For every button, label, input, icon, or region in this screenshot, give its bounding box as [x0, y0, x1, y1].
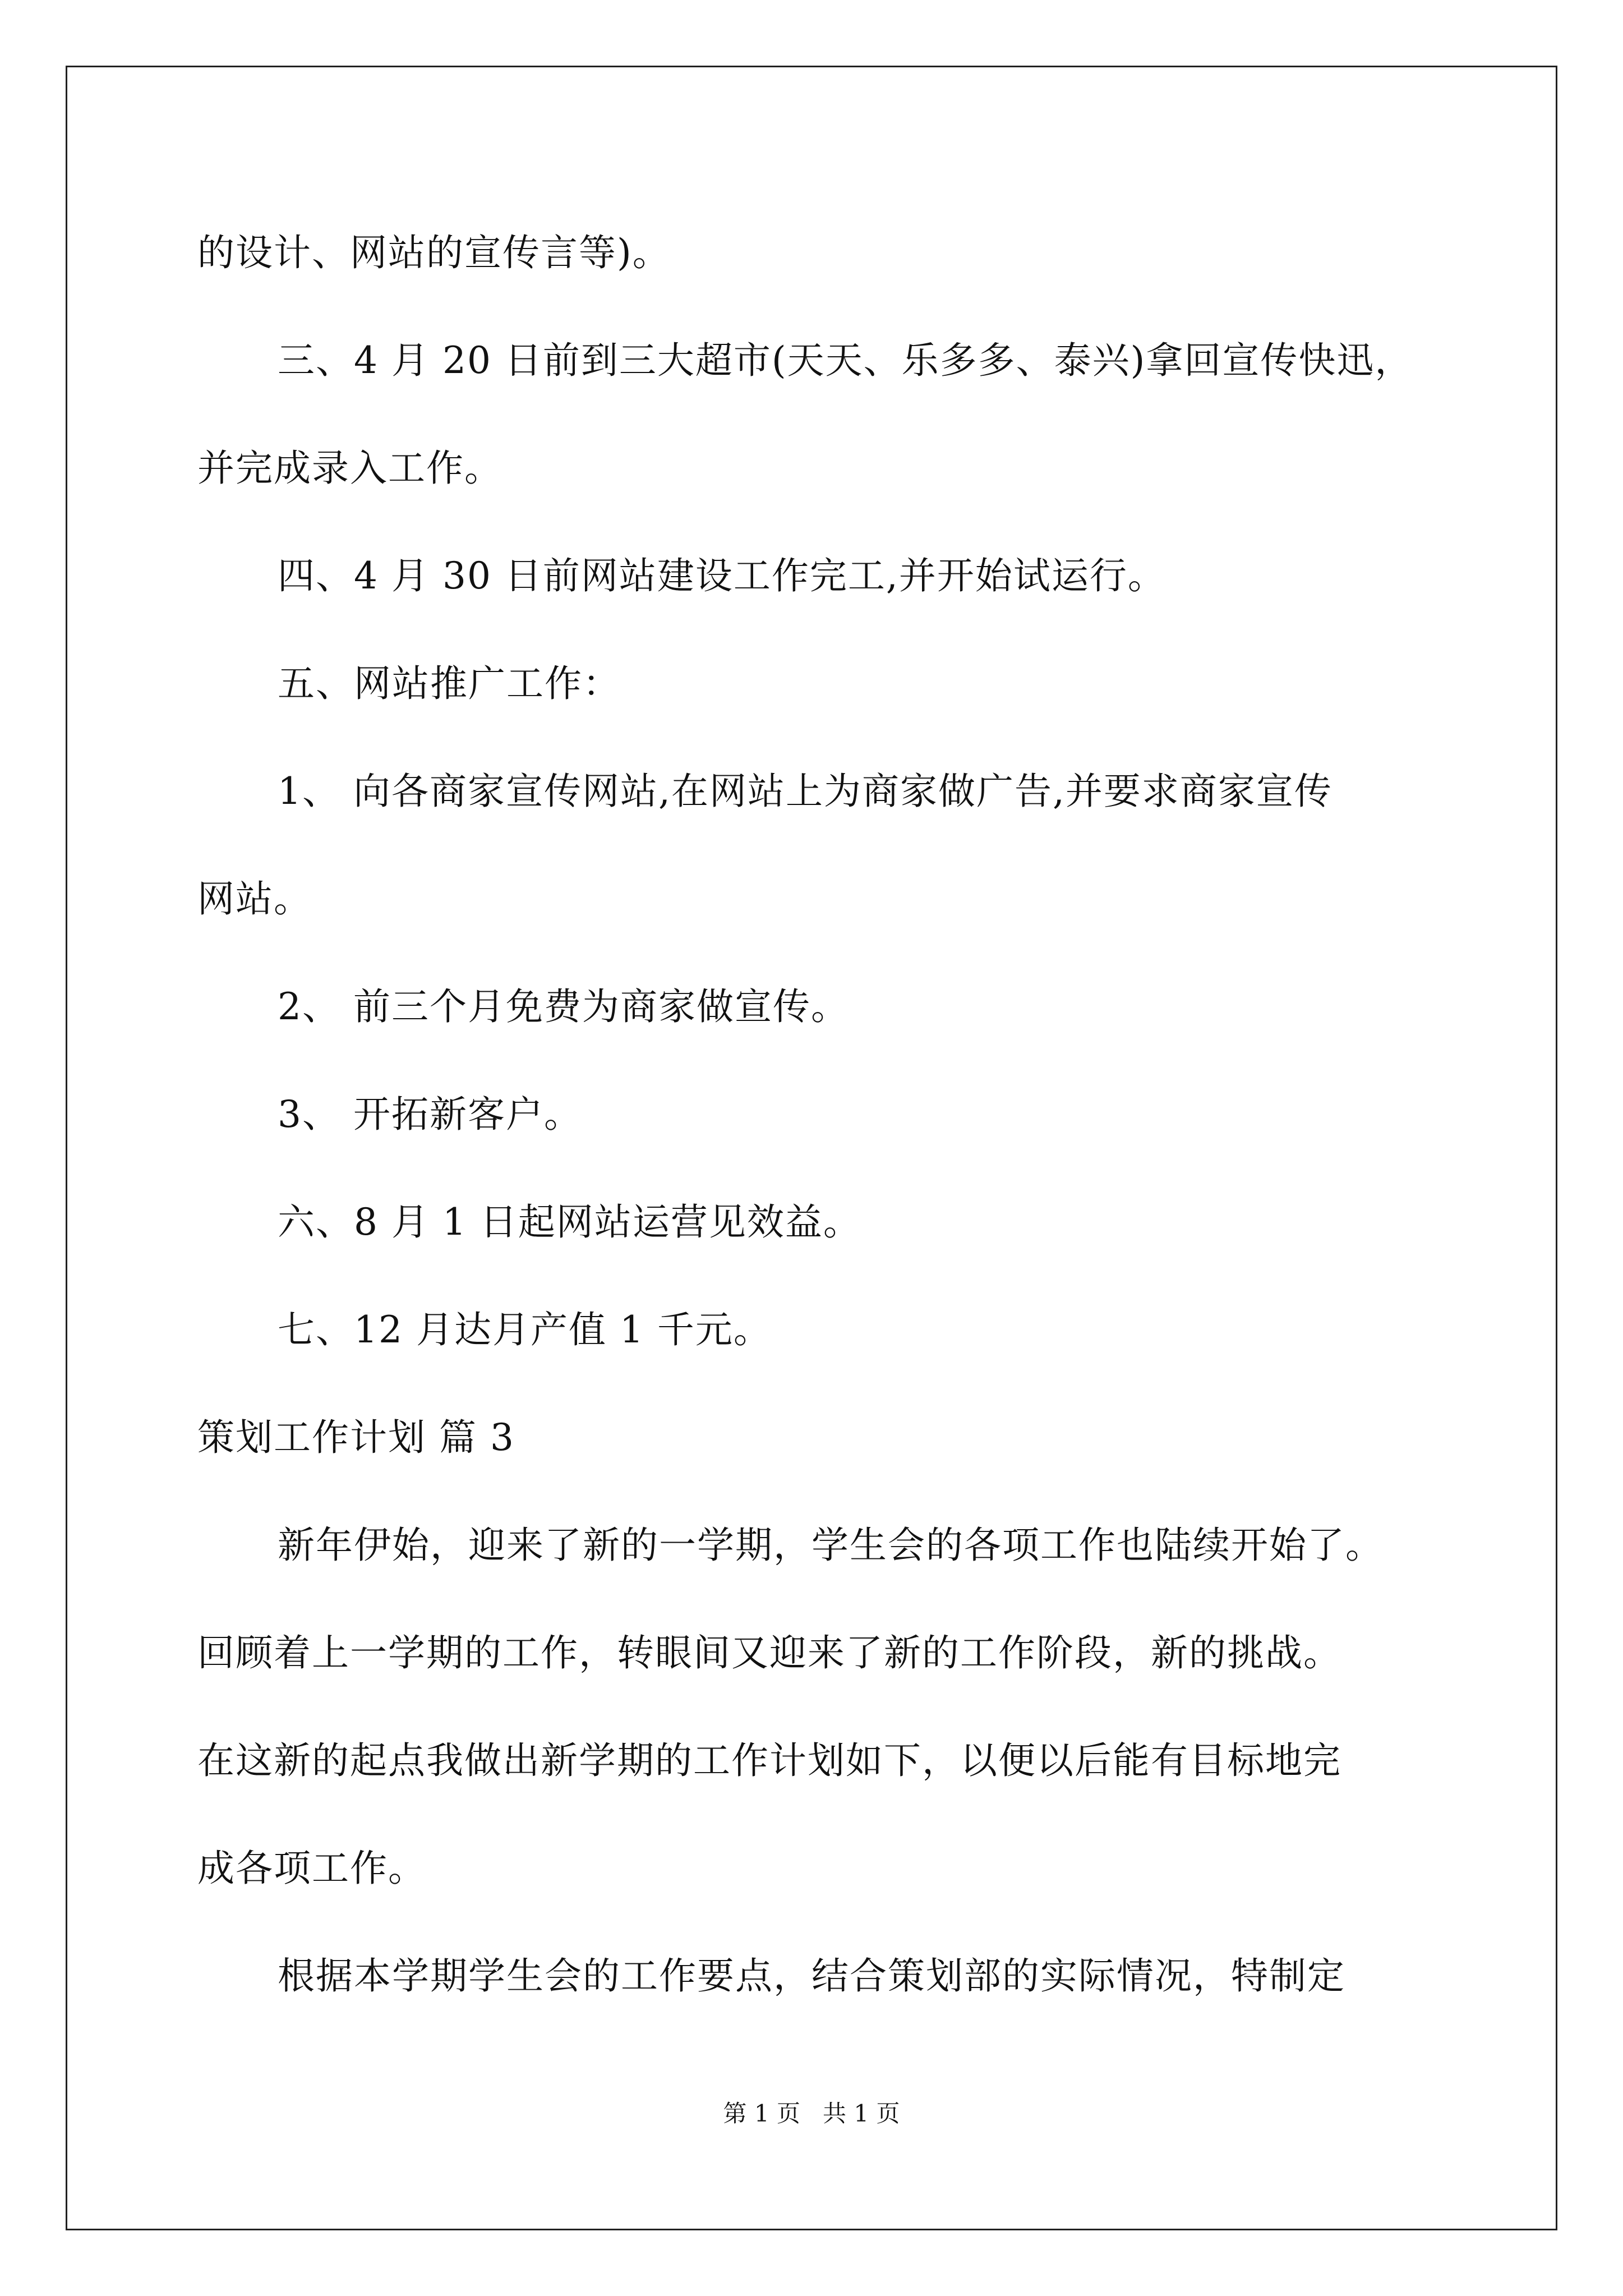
body-line-3: 并完成录入工作。	[197, 447, 502, 490]
body-line-6: 1、 向各商家宣传网站,在网站上为商家做广告,并要求商家宣传	[278, 770, 1332, 813]
body-line-15: 在这新的起点我做出新学期的工作计划如下，以便以后能有目标地完	[197, 1739, 1341, 1782]
body-line-4: 四、4 月 30 日前网站建设工作完工,并开始试运行。	[278, 554, 1166, 597]
body-line-5: 五、网站推广工作：	[278, 662, 621, 705]
body-line-2: 三、4 月 20 日前到三大超市(天天、乐多多、泰兴)拿回宣传快迅，	[278, 339, 1413, 382]
page-border	[66, 66, 1557, 2230]
body-line-1: 的设计、网站的宣传言等)。	[197, 231, 671, 274]
body-line-13: 新年伊始，迎来了新的一学期，学生会的各项工作也陆续开始了。	[278, 1524, 1384, 1567]
page-footer: 第 1 页 共 1 页	[723, 2100, 900, 2127]
body-line-17: 根据本学期学生会的工作要点，结合策划部的实际情况，特制定	[278, 1954, 1345, 1998]
body-line-16: 成各项工作。	[197, 1847, 426, 1890]
body-line-9: 3、 开拓新客户。	[278, 1093, 582, 1136]
body-line-14: 回顾着上一学期的工作，转眼间又迎来了新的工作阶段，新的挑战。	[197, 1631, 1341, 1674]
body-line-10: 六、8 月 1 日起网站运营见效益。	[278, 1200, 861, 1244]
body-line-7: 网站。	[197, 877, 312, 921]
section-heading: 策划工作计划 篇 3	[197, 1416, 515, 1459]
body-line-8: 2、 前三个月免费为商家做宣传。	[278, 985, 849, 1028]
body-line-11: 七、12 月达月产值 1 千元。	[278, 1308, 772, 1351]
